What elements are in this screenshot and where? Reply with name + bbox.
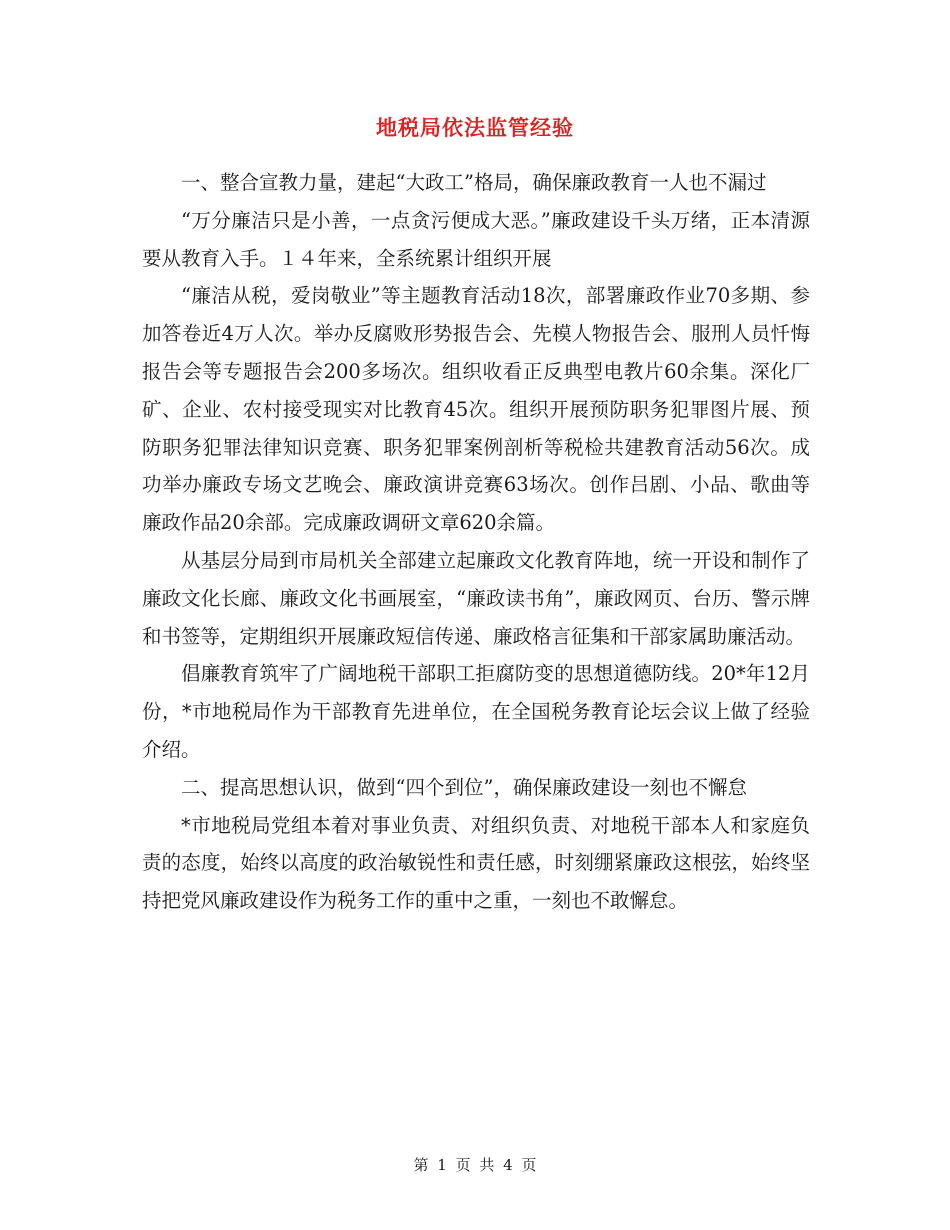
paragraph-education-activities: “廉洁从税，爱岗敬业”等主题教育活动18次，部署廉政作业70多期、参加答卷近4万人次。举办反腐败形势报告会、先模人物报告会、服刑人员忏悔报告会等专题报告会200多场次。组织收看正反典型电教片60余集。深化厂矿、企业、农村接受现实对比教育45次。组织开展预防职务犯罪图片展、预防职务犯罪法律知识竞赛、职务犯罪案例剖析等税检共建教育活动56次。成功举办廉政专场文艺晚会、廉政演讲竞赛63场次。创作吕剧、小品、歌曲等廉政作品20余部。完成廉政调研文章620余篇。 (142, 284, 810, 535)
heading-section-2: 二、提高思想认识，做到“四个到位”，确保廉政建设一刻也不懈怠 (181, 775, 747, 799)
heading-section-1: 一、整合宣教力量，建起“大政工”格局，确保廉政教育一人也不漏过 (181, 171, 767, 194)
paragraph-education-results: 倡廉教育筑牢了广阔地税干部职工拒腐防变的思想道德防线。20*年12月份，*市地税局作为干部教育先进单位，在全国税务教育论坛会议上做了经验介绍。 (142, 662, 810, 761)
paragraph-quote-intro: “万分廉洁只是小善，一点贪污便成大恶。”廉政建设千头万绪，正本清源要从教育入手。１４年来，全系统累计组织开展 (142, 208, 810, 270)
document-body (142, 164, 810, 920)
page-footer: 第 1 页 共 4 页 (413, 1156, 537, 1174)
document-title: 地税局依法监管经验 (376, 115, 574, 140)
paragraph-party-group: *市地税局党组本着对事业负责、对组织负责、对地税干部本人和家庭负责的态度，始终以高度的政治敏锐性和责任感，时刻绷紧廉政这根弦，始终坚持把党风廉政建设作为税务工作的重中之重，一刻也不敢懈怠。 (142, 813, 810, 913)
paragraph-culture-base: 从基层分局到市局机关全部建立起廉政文化教育阵地，统一开设和制作了廉政文化长廊、廉政文化书画展室，“廉政读书角”，廉政网页、台历、警示牌和书签等，定期组织开展廉政短信传递、廉政格言征集和干部家属助廉活动。 (142, 548, 810, 648)
